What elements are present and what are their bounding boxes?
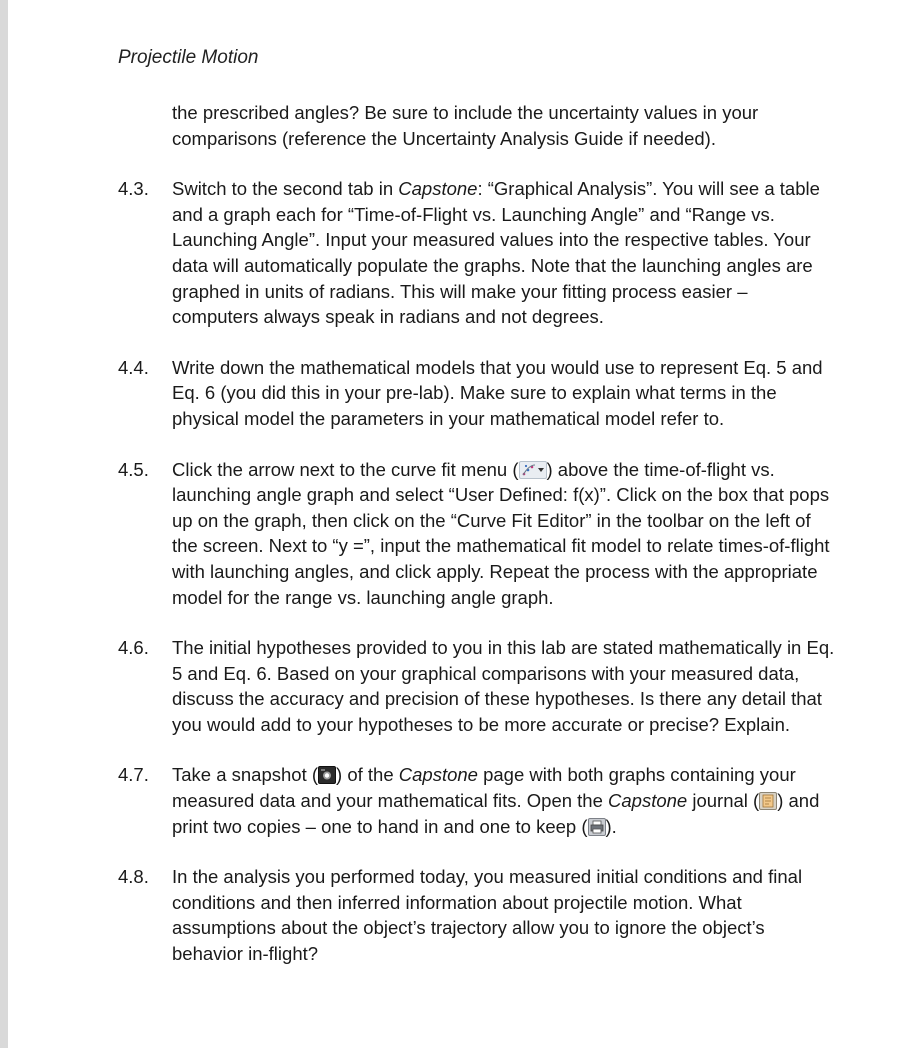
item-text-part: Switch to the second tab in [172, 178, 399, 200]
item-text-part: ). [605, 815, 617, 837]
item-text-part: ) and print two copies – one to hand in and one to keep ( [172, 790, 820, 837]
curve-fit-menu-icon [519, 461, 547, 479]
item-text: In the analysis you performed today, you measured initial conditions and final conditions and then inferred information about projectile motion. What assumptions about the object’s trajectory allow you to ignore the object’s behavior in-flight? [172, 866, 803, 965]
page-left-border [0, 0, 8, 1048]
item-text-part: Take a snapshot ( [172, 764, 319, 786]
page-header-title: Projectile Motion [118, 47, 259, 68]
capstone-term: Capstone [398, 178, 478, 200]
item-text [172, 176, 838, 330]
list-item-4-4 [118, 355, 838, 432]
capstone-term: Capstone [608, 790, 688, 812]
item-number: 4.4. [118, 356, 149, 378]
item-text-part: page with both graphs containing your measured data and your mathematical fits. Open the [172, 764, 796, 812]
journal-icon [759, 792, 777, 810]
camera-icon [318, 766, 336, 784]
item-text [172, 762, 838, 839]
list-item-4-8 [118, 864, 838, 966]
item-number: 4.6. [118, 637, 149, 659]
list-item-4-5 [118, 457, 838, 611]
item-text: The initial hypotheses provided to you in this lab are stated mathematically in Eq. 5 and Eq. 6. Based on your graphical comparisons with your measured data, discuss the accuracy and precision of these hypotheses. Is there any detail that you would add to your hypotheses to be more accurate or precise? Explain. [172, 637, 835, 735]
item-text-part: : “Graphical Analysis”. You will see a table and a graph each for “Time-of-Flight vs. Launching Angle” and “Range vs. Launching Angle”. Input your measured values into the respective tables. Your data will automatically populate the graphs. Note that the launching angles are graphed in units of radians. This will make your fitting process easier – computers always speak in radians and not degrees. [172, 178, 820, 328]
capstone-term: Capstone [398, 764, 478, 786]
item-text-part: ) above the time-of-flight vs. launching angle graph and select “User Defined: f(x)”. Click on the box that pops up on the graph, then click on the “Curve Fit Editor” in the toolbar on the left of the screen. Next to “y =”, input the mathematical fit model to relate times-of-flight with launching angles, and click apply. Repeat the process with the appropriate model for the range vs. launching angle graph. [172, 458, 830, 608]
item-text-part: ) of the [336, 764, 399, 786]
list-item-4-7 [118, 762, 838, 839]
list-item-4-3 [118, 176, 838, 330]
item-number: 4.3. [118, 178, 149, 200]
item-text: Write down the mathematical models that you would use to represent Eq. 5 and Eq. 6 (you did this in your pre-lab). Make sure to explain what terms in the physical model the parameters in your mathematical model refer to. [172, 356, 823, 429]
print-icon [588, 818, 606, 836]
list-item-4-6 [118, 635, 838, 737]
document-body [118, 100, 838, 967]
item-number: 4.7. [118, 764, 149, 786]
item-text-part: Click the arrow next to the curve fit menu ( [172, 458, 519, 480]
continued-paragraph: the prescribed angles? Be sure to include the uncertainty values in your comparisons (reference the Uncertainty Analysis Guide if needed). [172, 102, 759, 149]
item-text [172, 457, 838, 611]
item-number: 4.5. [118, 458, 149, 480]
item-text-part: journal ( [687, 790, 760, 812]
item-number: 4.8. [118, 866, 149, 888]
